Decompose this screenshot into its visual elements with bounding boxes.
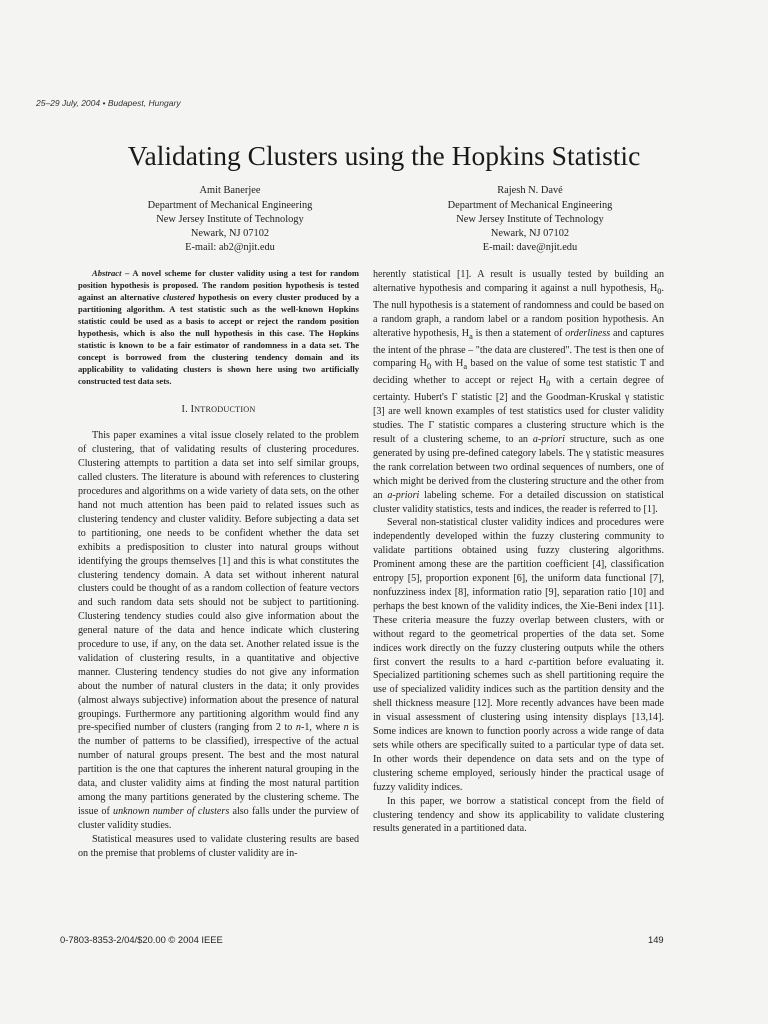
left-column: [78, 268, 359, 861]
conference-header: 25–29 July, 2004 • Budapest, Hungary: [36, 98, 181, 108]
page-number: 149: [648, 934, 664, 945]
author-name: Rajesh N. Davé: [497, 185, 563, 196]
author-city: Newark, NJ 07102: [490, 228, 570, 239]
author-city: Newark, NJ 07102: [190, 228, 270, 239]
author-email: E-mail: ab2@njit.edu: [185, 242, 275, 253]
paper-title: Validating Clusters using the Hopkins Statistic: [127, 140, 641, 171]
author-block-1: [90, 184, 370, 255]
paragraph: Statistical measures used to validate clustering results are based on the premise that problems of cluster validity are in-: [78, 833, 359, 859]
author-block-2: [390, 184, 670, 255]
right-column: [373, 268, 664, 836]
author-name: Amit Banerjee: [199, 185, 261, 196]
author-department: Department of Mechanical Engineering: [147, 200, 313, 211]
author-institution: New Jersey Institute of Technology: [156, 214, 304, 225]
author-department: Department of Mechanical Engineering: [447, 200, 613, 211]
abstract: Abstract – A novel scheme for cluster validity using a test for random position hypothesis is proposed. The random position hypothesis is tested against an alternative clustered hypothesis on every cluster produced by a partitioning algorithm. A test statistic such as the well-known Hopkins statistic could be used as a basis to accept or reject the random position hypothesis, which is also the null hypothesis in this case. The Hopkins statistic is known to be a fair estimator of randomness in a data set. The concept is borrowed from the clustering tendency domain and its applicability to validating clusters is shown here using two artificially constructed test data sets.: [78, 268, 359, 386]
abstract-label: Abstract: [92, 268, 122, 278]
author-institution: New Jersey Institute of Technology: [456, 214, 604, 225]
author-email: E-mail: dave@njit.edu: [482, 242, 578, 253]
section-heading-introduction: I. INTRODUCTION: [181, 403, 256, 415]
paragraph: herently statistical [1]. A result is usually tested by building an alternative hypothesis and comparing it against a null hypothesis, $H_0$. The null hypothesis is a statement of randomness and could be based on a random graph, a random label or a random position hypothesis. An alterative hypothesis, $H_a$ is then a statement of orderliness and captures the intent of the phrase – "the data are clustered". The test is then one of comparing $H_0$ with $H_a$ based on the value of some test statistic T and deciding whether to accept or reject $H_0$ with a certain degree of certainty. Hubert's Γ statistic [2] and the Goodman-Kruskal γ statistic [3] are well known examples of test statistics used for cluster validity studies. The Γ statistic compares a clustering structure which is the result of a clustering scheme, to an a-priori structure, such as one generated by using pre-defined category labels. The γ statistic measures the rank correlation between two ordinal sequences of numbers, one of which might be derived from the clustering structure and the other from an a-priori labeling scheme. For a detailed discussion on statistical cluster validity statistics, tests and indices, the reader is referred to [1].: [373, 269, 665, 515]
paragraph: Several non-statistical cluster validity indices and procedures were independently developed within the fuzzy clustering community to validate partitions obtained using fuzzy clustering algorithms. Prominent among these are the partition coefficient [4], classification entropy [5], proportion exponent [6], the uniform data functional [7], nonfuzziness index [8], information ratio [9], separation ratio [10] and perhaps the best known of the validity indices, the Xie-Beni index [11]. These criteria measure the fuzzy overlap between clusters, with or without regard to the geometrical properties of the data set. Some indices work directly on the fuzzy clustering outputs while the others first convert the results to a hard c-partition before evaluating it. Specialized partitioning schemes such as shell partitioning require the use of specialized validity indices such as the partition density and the shell thickness measure [12]. More recently advances have been made in visual assessment of clustering using intensity displays [13,14]. Some indices are known to function poorly across a wide range of data sets while others are specifically suited to a particular type of data set. In other words their dependence on data sets and on the type of clustering scheme employed, seriously hinder the practical usage of fuzzy validity indices.: [373, 517, 664, 793]
paragraph: In this paper, we borrow a statistical concept from the field of clustering tendency and show its applicability to validate clustering results generated in a partitioned data.: [373, 795, 664, 835]
copyright-footer: 0-7803-8353-2/04/$20.00 © 2004 IEEE: [60, 934, 223, 945]
paragraph: This paper examines a vital issue closely related to the problem of clustering, that of validating results of clustering procedures. Clustering attempts to partition a data set into self similar groups, called clusters. The literature is abound with references to clustering procedures and algorithms on a wide variety of data sets, on the other hand not much attention has been paid to related issues such as clustering tendency and cluster validity. Before subjecting a data set to partitioning, one needs to be confident whether the data set exhibits a predisposition to cluster into natural groups without identifying the groups themselves [1] and this is what constitutes the clustering tendency domain. A data set without inherent natural clusters could be thought of as a random collection of feature vectors and such random data sets should not be subject to partitioning. Clustering tendency studies could also give information about the general nature of the data and hence indicate which clustering procedure to use, if any, on the data set. Another related issue is the validation of clustering results, in a quantitative and objective manner. Clustering tendency studies do not give any information about the number of natural clusters in the data; it only provides (almost always subjective) information about the presence of natural groupings. Furthermore any partitioning algorithm would find any pre-specified number of clusters (ranging from 2 to n-1, where n is the number of patterns to be classified), irrespective of the actual number of natural groups present. The best and the most natural partition is the one that captures the inherent natural grouping in the data, and cluster validity aims at finding the most natural partition among the many partitions generated by the clustering scheme. The issue of unknown number of clusters also falls under the purview of cluster validity studies.: [78, 430, 360, 831]
